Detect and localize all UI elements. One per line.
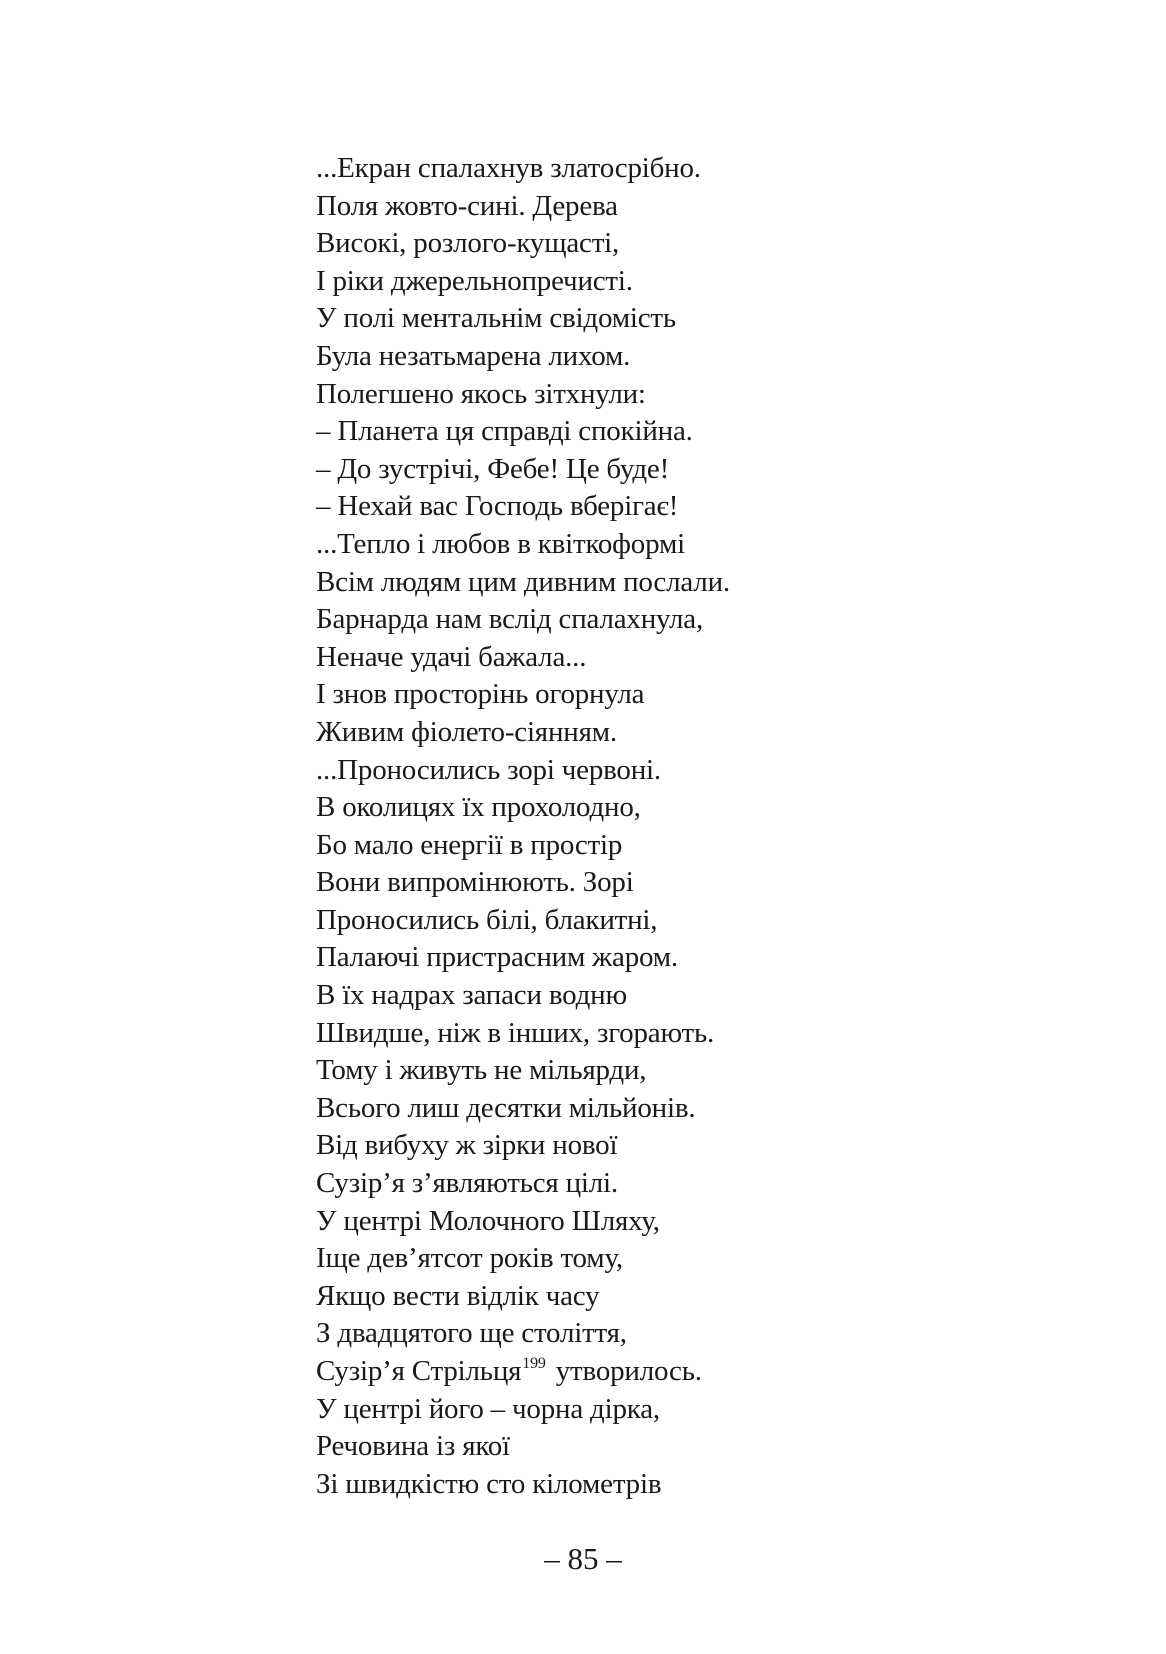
poem-line: ...Екран спалахнув златосрібно. [316, 152, 701, 184]
poem-line: Проносились білі, блакитні, [316, 903, 658, 936]
poem-line: Бо мало енергії в простір [316, 828, 623, 861]
poem-line: Була незатьмарена лихом. [316, 339, 631, 372]
poem-line: – Нехай вас Господь вберігає! [316, 490, 679, 523]
poem-line: Живим фіолето-сіянням. [316, 715, 617, 748]
poem-text [316, 150, 1016, 1503]
footnote-reference[interactable]: 199 [522, 1355, 546, 1372]
poem-line: Швидше, ніж в інших, згорають. [316, 1016, 715, 1049]
poem-line-with-footnote [316, 1353, 1016, 1391]
poem-line: Від вибуху ж зірки нової [316, 1129, 618, 1162]
poem-line: У центрі Молочного Шляху, [316, 1204, 660, 1237]
poem-line: Зі швидкістю сто кілометрів [316, 1467, 662, 1500]
poem-line: Тому і живуть не мільярди, [316, 1054, 647, 1087]
poem-line: – До зустрічі, Фебе! Це буде! [316, 452, 670, 485]
poem-line: ...Проносились зорі червоні. [316, 753, 661, 786]
poem-line: І ріки джерельнопречисті. [316, 264, 633, 297]
poem-line: Вони випромінюють. Зорі [316, 866, 634, 899]
poem-line: Речовина із якої [316, 1430, 510, 1463]
poem-line: І знов просторінь огорнула [316, 678, 645, 711]
poem-line: Барнарда нам вслід спалахнула, [316, 603, 704, 636]
poem-line: – Планета ця справді спокійна. [316, 415, 693, 448]
poem-line: ...Тепло і любов в квіткоформі [316, 527, 685, 560]
poem-line: Неначе удачі бажала... [316, 640, 587, 673]
poem-line: Всього лиш десятки мільйонів. [316, 1091, 696, 1124]
poem-line: Палаючі пристрасним жаром. [316, 941, 678, 974]
poem-line-text-after: утворилось. [555, 1355, 702, 1387]
poem-line: Поля жовто-сині. Дерева [316, 189, 618, 222]
poem-line: Полегшено якось зітхнули: [316, 377, 646, 410]
page-number: – 85 – [544, 1541, 622, 1576]
poem-line-text-before: Сузір’я Стрільця [316, 1355, 522, 1387]
poem-line: Сузір’я з’являються цілі. [316, 1167, 618, 1200]
poem-line: Високі, розлого-кущасті, [316, 227, 620, 260]
poem-line: В околицях їх прохолодно, [316, 791, 641, 824]
poem-line: З двадцятого ще століття, [316, 1317, 627, 1350]
poem-line: У центрі його – чорна дірка, [316, 1392, 660, 1425]
poem-line: Якщо вести відлік часу [316, 1279, 600, 1312]
poem-line: Іще дев’ятсот років тому, [316, 1242, 623, 1275]
poem-line: У полі ментальнім свідомість [316, 302, 676, 335]
poem-line: Всім людям цим дивним послали. [316, 565, 730, 598]
poem-line: В їх надрах запаси водню [316, 979, 627, 1012]
